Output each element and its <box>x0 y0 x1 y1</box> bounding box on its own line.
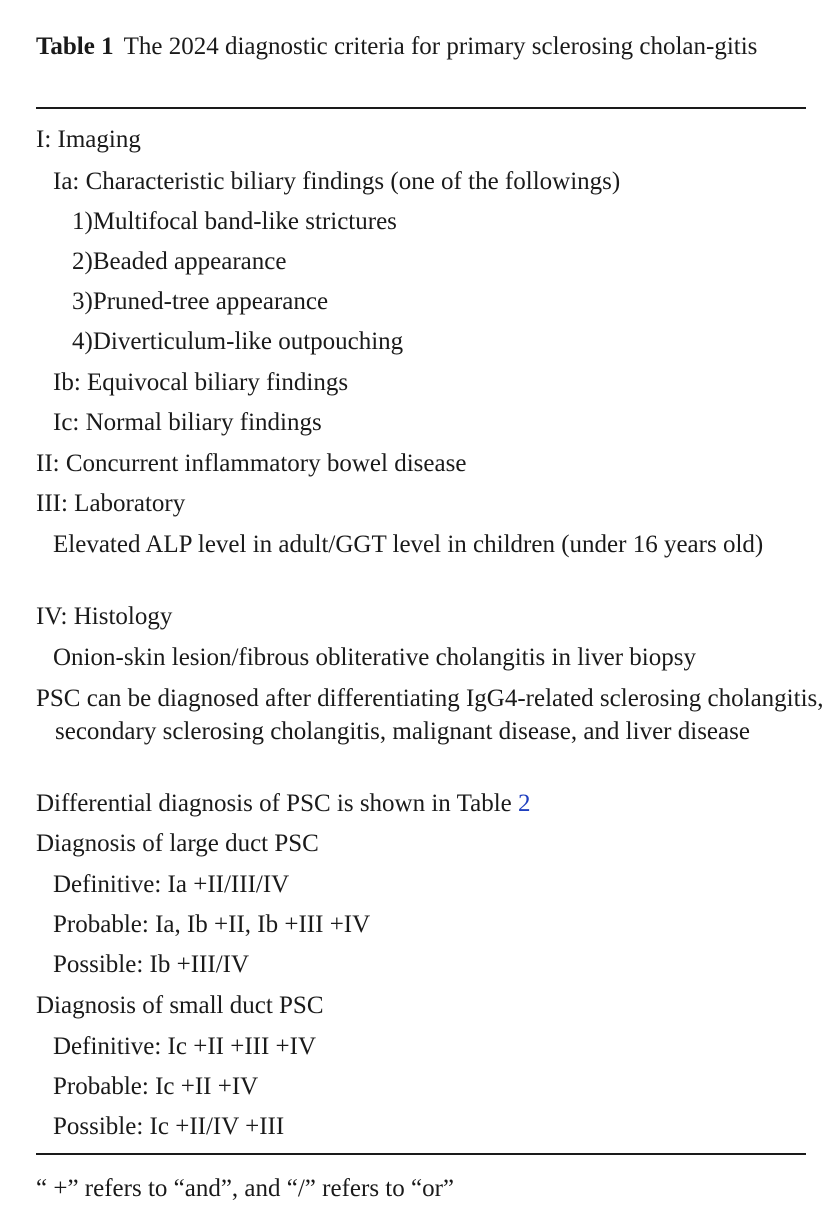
small-duct-possible: Possible: Ic +II/IV +III <box>53 1113 285 1140</box>
finding-4: 4)Diverticulum-like outpouching <box>72 328 404 355</box>
differential-note <box>36 787 806 820</box>
top-rule <box>36 107 806 109</box>
table-label: Table 1 <box>36 33 114 60</box>
small-duct-probable: Probable: Ic +II +IV <box>53 1073 259 1100</box>
criterion-ia: Ia: Characteristic biliary findings (one of the followings) <box>53 168 621 195</box>
section-ibd: II: Concurrent inflammatory bowel disease <box>36 450 467 477</box>
section-laboratory: III: Laboratory <box>36 490 186 517</box>
differential-note-text: Differential diagnosis of PSC is shown in Table <box>36 790 519 817</box>
table-footnote: “ +” refers to “and”, and “/” refers to “or” <box>36 1175 455 1202</box>
table-page <box>36 0 824 1202</box>
large-duct-probable: Probable: Ia, Ib +II, Ib +III +IV <box>53 911 371 938</box>
small-duct-definitive: Definitive: Ic +II +III +IV <box>53 1033 317 1060</box>
criterion-ib: Ib: Equivocal biliary findings <box>53 369 349 396</box>
criterion-ic: Ic: Normal biliary findings <box>53 409 322 436</box>
laboratory-criterion: Elevated ALP level in adult/GGT level in children (under 16 years old) <box>53 531 764 558</box>
finding-1: 1)Multifocal band-like strictures <box>72 208 397 235</box>
finding-3: 3)Pruned-tree appearance <box>72 288 329 315</box>
section-histology: IV: Histology <box>36 603 173 630</box>
section-imaging: I: Imaging <box>36 126 141 153</box>
finding-2: 2)Beaded appearance <box>72 248 287 275</box>
table-title: The 2024 diagnostic criteria for primary sclerosing cholan-gitis <box>123 33 758 60</box>
differentiation-note: PSC can be diagnosed after differentiating IgG4-related sclerosing cholangitis, secondary sclerosing cholangitis, malignant disease, and liver disease <box>36 685 824 745</box>
bottom-rule <box>36 1153 806 1155</box>
table-caption <box>36 30 806 63</box>
large-duct-possible: Possible: Ib +III/IV <box>53 951 250 978</box>
table-2-link[interactable]: 2 <box>518 790 531 817</box>
large-duct-definitive: Definitive: Ia +II/III/IV <box>53 871 290 898</box>
section-large-duct: Diagnosis of large duct PSC <box>36 830 319 857</box>
section-small-duct: Diagnosis of small duct PSC <box>36 992 324 1019</box>
histology-criterion: Onion-skin lesion/fibrous obliterative cholangitis in liver biopsy <box>53 644 696 671</box>
